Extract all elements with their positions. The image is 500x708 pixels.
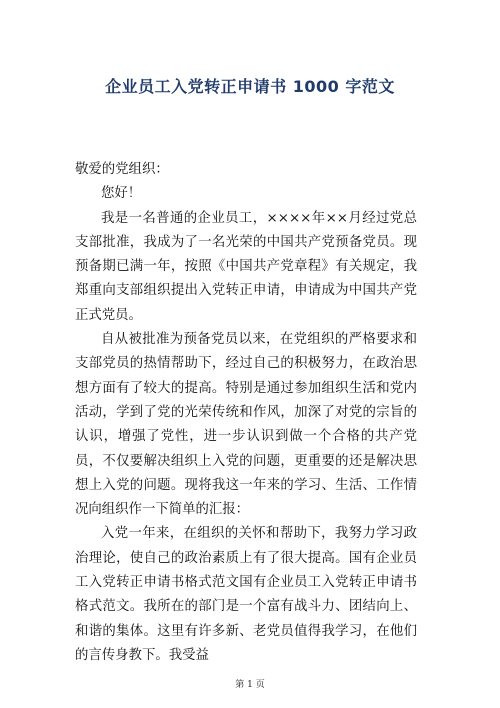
document-title: 企业员工入党转正申请书 1000 字范文: [105, 77, 395, 96]
paragraph-2: 自从被批准为预备党员以来，在党组织的严格要求和支部党员的热情帮助下，经过自己的积极努力，在政治思想方面有了较大的提高。特别是通过参加组织生活和党内活动，学到了党的光荣传统和作风，加深了对党的宗旨的认识，增强了党性，进一步认识到做一个合格的共产党员，不仅要解决组织上入党的问题，更重要的还是解决思想上入党的问题。现将我这一年来的学习、生活、工作情况向组织作一下简单的汇报：: [75, 332, 417, 518]
document-body: [75, 158, 417, 668]
salutation: 敬爱的党组织：: [75, 162, 169, 177]
page-number: 第 1 页: [235, 680, 265, 690]
paragraph-3: 入党一年来，在组织的关怀和帮助下，我努力学习政治理论，使自己的政治素质上有了很大提高。国有企业员工入党转正申请书格式范文国有企业员工入党转正申请书格式范文。我所在的部门是一个富有战斗力、团结向上、和谐的集体。这里有许多新、老党员值得我学习，在他们的言传身教下。我受益: [75, 526, 417, 663]
greeting: 您好！: [101, 186, 142, 202]
paragraph-1: 我是一名普通的企业员工，××××年××月经过党总支部批准，我成为了一名光荣的中国共产党预备党员。现预备期已满一年，按照《中国共产党章程》有关规定，我郑重向支部组织提出入党转正申请，申请成为中国共产党正式党员。: [75, 210, 417, 323]
